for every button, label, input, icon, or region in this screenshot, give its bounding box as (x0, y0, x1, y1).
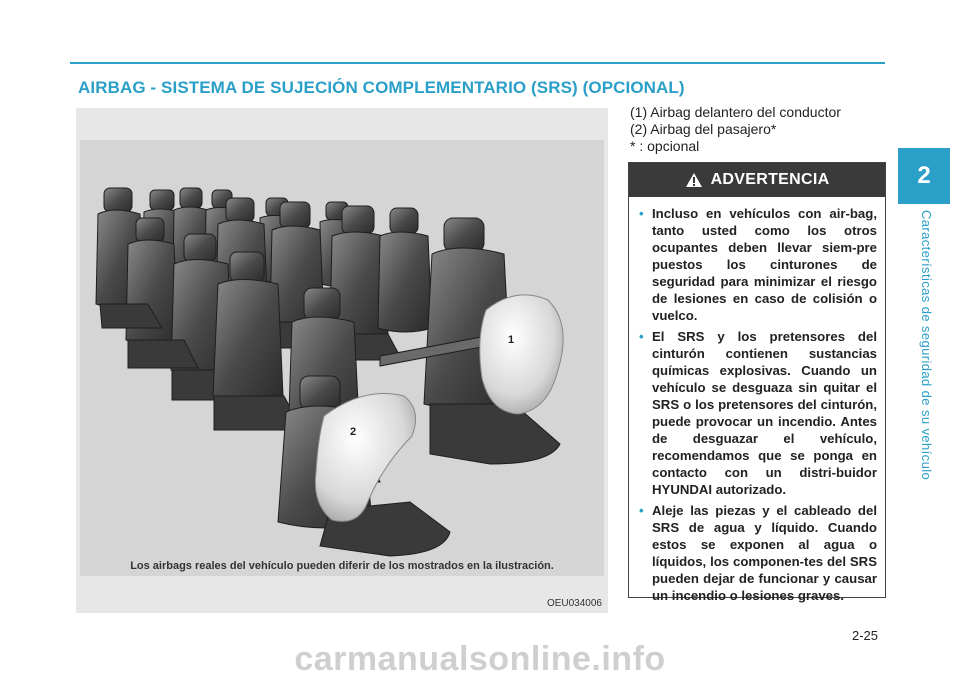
warning-box (628, 162, 886, 603)
section-title: AIRBAG - SISTEMA DE SUJECIÓN COMPLEMENTARIO (SRS) (OPCIONAL) (78, 78, 685, 97)
bullet-icon: • (639, 503, 644, 518)
seats-drawing (80, 140, 604, 576)
airbag-illustration (76, 108, 608, 613)
page-number: 2-25 (852, 628, 879, 643)
warning-list (629, 197, 885, 604)
bullet-icon: • (639, 206, 644, 221)
chapter-label: Características de seguridad de su vehículo (919, 210, 934, 481)
warning-triangle-icon (685, 172, 703, 188)
watermark: carmanualsonline.info (294, 640, 666, 678)
warning-title: ADVERTENCIA (710, 171, 830, 188)
illustration-panel (80, 140, 604, 576)
figure-code: OEU034006 (546, 598, 602, 609)
warning-item: • Aleje las piezas y el cableado del SRS de agua y líquido. Cuando estos se exponen al agua o líquidos, los componen-tes del SRS pueden dejar de funcionar y causar un incendio o lesiones graves. (639, 503, 877, 603)
legend-item-driver: (1) Airbag delantero del conductor (630, 104, 841, 120)
airbag-legend (630, 104, 841, 155)
callout-1: 1 (508, 334, 515, 346)
callout-2: 2 (350, 426, 357, 438)
warning-item: • Incluso en vehículos con air-bag, tanto usted como los otros ocupantes deben llevar siem-pre puestos los cinturones de seguridad para minimizar el riesgo de lesiones en caso de colisión o vuelco. (639, 206, 877, 323)
driver-airbag (480, 295, 563, 414)
warning-item: • El SRS y los pretensores del cinturón contienen sustancias químicas explosivas. Cuando un vehículo se desguaza sin quitar el SRS o los pretensores del cinturón, puede provocar un incendio. Antes de desguazar el vehículo, recomendamos que se ponga en contacto con un distri-buidor HYUNDAI autorizado. (639, 329, 877, 497)
header-rule (70, 62, 885, 64)
warning-header (629, 163, 885, 197)
figure-caption: Los airbags reales del vehículo pueden diferir de los mostrados en la ilustración. (130, 560, 554, 572)
legend-item-passenger: (2) Airbag del pasajero* (630, 121, 777, 137)
bullet-icon: • (639, 329, 644, 344)
passenger-airbag (315, 394, 415, 522)
legend-note: * : opcional (630, 138, 700, 154)
chapter-number-tab: 2 (898, 148, 950, 204)
